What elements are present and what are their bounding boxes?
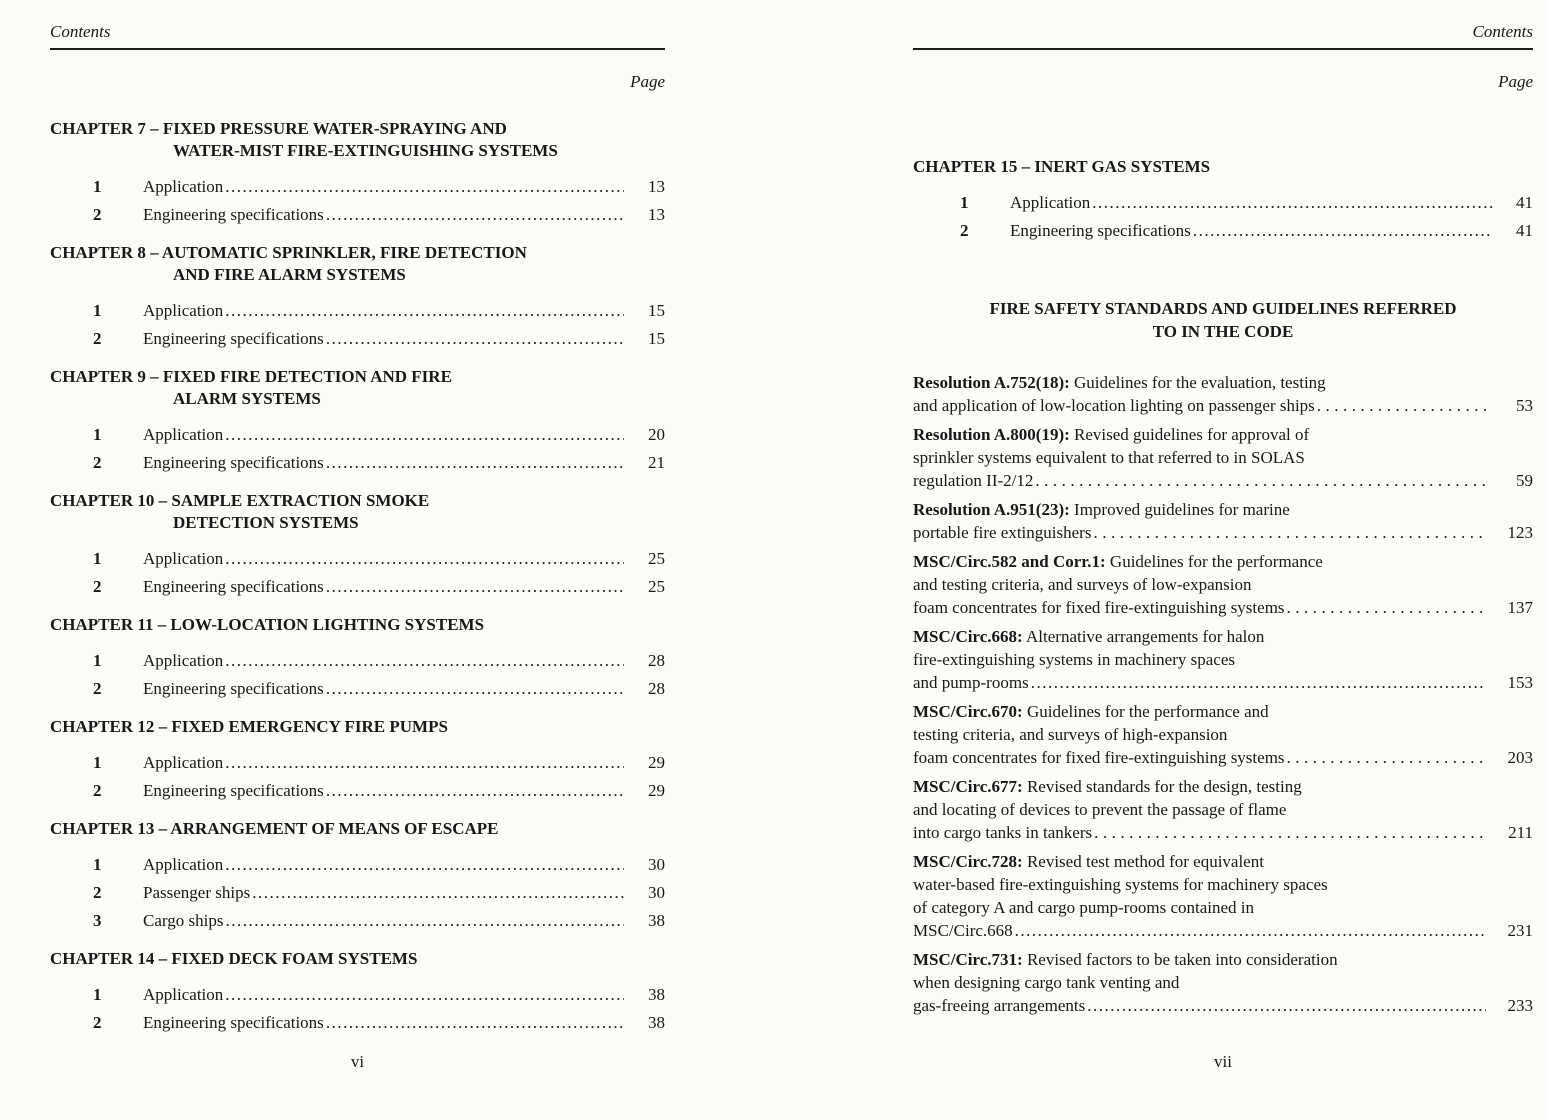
dot-leader (1015, 919, 1486, 942)
entry-label: Cargo ships (143, 911, 224, 930)
chapter-title: CHAPTER 8 – AUTOMATIC SPRINKLER, FIRE DETECTION (50, 243, 527, 262)
dot-leader (225, 421, 624, 449)
chapter-title: CHAPTER 12 – FIXED EMERGENCY FIRE PUMPS (50, 717, 448, 736)
standard-text: Revised guidelines for approval of (1074, 425, 1310, 444)
page-number: 137 (1507, 598, 1533, 617)
chapter-title-cont: ALARM SYSTEMS (173, 389, 321, 408)
toc-entry (50, 647, 665, 675)
running-head: Contents (50, 22, 111, 41)
entry-label: Application (143, 855, 224, 874)
toc-entry (50, 421, 665, 449)
standard-text: and testing criteria, and surveys of low-expansion (913, 575, 1252, 594)
dot-leader (225, 545, 624, 573)
chapter-7 (50, 118, 665, 229)
standard-text: gas-freeing arrangements (913, 996, 1086, 1015)
toc-entry (913, 217, 1533, 245)
standard-ref: Resolution A.800(19): (913, 425, 1070, 444)
entry-page: 30 (648, 855, 665, 874)
entry-label: Application (1010, 193, 1091, 212)
dot-leader (252, 879, 624, 907)
dot-leader (326, 777, 624, 805)
page-number: 53 (1516, 396, 1533, 415)
chapter-title-cont: WATER-MIST FIRE-EXTINGUISHING SYSTEMS (173, 141, 558, 160)
toc-entry (50, 201, 665, 229)
entry-number: 1 (93, 651, 102, 670)
entry-number: 1 (93, 855, 102, 874)
standard-text: Guidelines for the performance and (1026, 702, 1269, 721)
dot-leader (1035, 469, 1486, 492)
standard-text: Guidelines for the evaluation, testing (1074, 373, 1326, 392)
section-heading-line2: TO IN THE CODE (1152, 322, 1294, 341)
entry-number: 2 (93, 679, 102, 698)
dot-leader (1093, 521, 1486, 544)
dot-leader (225, 981, 624, 1009)
entry-page: 15 (648, 329, 665, 348)
toc-entry (50, 981, 665, 1009)
entry-number: 1 (960, 193, 969, 212)
standard-text: water-based fire-extinguishing systems for machinery spaces (913, 875, 1328, 894)
entry-label: Application (143, 651, 224, 670)
entry-page: 29 (648, 753, 665, 772)
dot-leader (326, 449, 624, 477)
chapter-title: CHAPTER 14 – FIXED DECK FOAM SYSTEMS (50, 949, 418, 968)
dot-leader (225, 647, 624, 675)
chapter-8 (50, 242, 665, 353)
dot-leader (225, 749, 624, 777)
entry-number: 1 (93, 985, 102, 1004)
chapter-title: CHAPTER 10 – SAMPLE EXTRACTION SMOKE (50, 491, 430, 510)
standard-text: sprinkler systems equivalent to that referred to in SOLAS (913, 448, 1305, 467)
entry-label: Application (143, 753, 224, 772)
chapter-13 (50, 818, 665, 935)
entry-number: 1 (93, 753, 102, 772)
standard-text: foam concentrates for fixed fire-extinguishing systems (913, 748, 1285, 767)
section-heading-line1: FIRE SAFETY STANDARDS AND GUIDELINES REFERRED (989, 299, 1457, 318)
entry-number: 2 (93, 883, 102, 902)
toc-entry (913, 189, 1533, 217)
entry-number: 2 (93, 781, 102, 800)
entry-label: Application (143, 425, 224, 444)
standard-entry (913, 775, 1533, 844)
entry-number: 2 (93, 205, 102, 224)
standard-ref: MSC/Circ.677: (913, 777, 1023, 796)
standard-text: portable fire extinguishers (913, 523, 1092, 542)
chapter-15 (913, 156, 1533, 245)
toc-entry (50, 449, 665, 477)
toc-entry (50, 1009, 665, 1037)
standard-entry (913, 850, 1533, 942)
entry-page: 13 (648, 177, 665, 196)
page-column-label: Page (630, 72, 665, 91)
standard-entry (913, 371, 1533, 417)
toc-entry (50, 749, 665, 777)
dot-leader (1031, 671, 1486, 694)
entry-number: 2 (93, 453, 102, 472)
standard-entry (913, 498, 1533, 544)
toc-entry (50, 297, 665, 325)
standard-text: Revised factors to be taken into consideration (1026, 950, 1338, 969)
entry-page: 38 (648, 911, 665, 930)
standard-entry (913, 700, 1533, 769)
dot-leader (1287, 596, 1486, 619)
chapter-9 (50, 366, 665, 477)
page-number: 153 (1507, 673, 1533, 692)
entry-page: 28 (648, 679, 665, 698)
dot-leader (225, 173, 624, 201)
dot-leader (1087, 994, 1486, 1017)
standard-text: regulation II-2/12 (913, 471, 1034, 490)
standard-entry (913, 625, 1533, 694)
dot-leader (1317, 394, 1486, 417)
chapter-title: CHAPTER 11 – LOW-LOCATION LIGHTING SYSTEMS (50, 615, 485, 634)
entry-page: 15 (648, 301, 665, 320)
dot-leader (225, 851, 624, 879)
toc-left (50, 118, 665, 1037)
chapter-12 (50, 716, 665, 805)
entry-number: 1 (93, 425, 102, 444)
entry-label: Application (143, 985, 224, 1004)
entry-label: Engineering specifications (143, 329, 324, 348)
page-column-label: Page (1498, 72, 1533, 91)
entry-label: Engineering specifications (143, 577, 324, 596)
entry-number: 1 (93, 301, 102, 320)
header-rule (50, 48, 665, 50)
entry-number: 1 (93, 549, 102, 568)
toc-entry (50, 545, 665, 573)
chapter-title-cont: AND FIRE ALARM SYSTEMS (173, 265, 406, 284)
dot-leader (326, 1009, 624, 1037)
toc-right (913, 156, 1533, 245)
header-rule (913, 48, 1533, 50)
entry-label: Engineering specifications (143, 205, 324, 224)
standard-text: fire-extinguishing systems in machinery spaces (913, 650, 1235, 669)
toc-entry (50, 675, 665, 703)
toc-entry (50, 325, 665, 353)
chapter-title: CHAPTER 13 – ARRANGEMENT OF MEANS OF ESCAPE (50, 819, 499, 838)
standard-entry (913, 423, 1533, 492)
page-number: 59 (1516, 471, 1533, 490)
standard-text: and locating of devices to prevent the passage of flame (913, 800, 1287, 819)
entry-page: 21 (648, 453, 665, 472)
standard-text: of category A and cargo pump-rooms contained in (913, 898, 1255, 917)
entry-number: 2 (93, 1013, 102, 1032)
entry-label: Engineering specifications (143, 781, 324, 800)
entry-label: Engineering specifications (143, 1013, 324, 1032)
standard-text: MSC/Circ.668 (913, 921, 1013, 940)
entry-page: 25 (648, 577, 665, 596)
dot-leader (1094, 821, 1486, 844)
dot-leader (1092, 189, 1492, 217)
standard-text: Revised standards for the design, testing (1026, 777, 1302, 796)
entry-label: Application (143, 301, 224, 320)
folio-left: vi (350, 1052, 365, 1071)
toc-entry (50, 777, 665, 805)
standard-text: Improved guidelines for marine (1074, 500, 1290, 519)
chapter-11 (50, 614, 665, 703)
entry-label: Engineering specifications (143, 453, 324, 472)
toc-entry (50, 907, 665, 935)
entry-page: 25 (648, 549, 665, 568)
chapter-10 (50, 490, 665, 601)
standard-ref: MSC/Circ.731: (913, 950, 1023, 969)
entry-label: Engineering specifications (143, 679, 324, 698)
page-number: 211 (1508, 823, 1533, 842)
standard-ref: MSC/Circ.728: (913, 852, 1023, 871)
entry-page: 38 (648, 985, 665, 1004)
entry-label: Application (143, 177, 224, 196)
entry-page: 41 (1516, 193, 1533, 212)
entry-label: Passenger ships (143, 883, 251, 902)
toc-entry (50, 879, 665, 907)
page-number: 123 (1507, 523, 1533, 542)
standard-ref: Resolution A.752(18): (913, 373, 1070, 392)
chapter-title: CHAPTER 7 – FIXED PRESSURE WATER-SPRAYING AND (50, 119, 507, 138)
entry-page: 41 (1516, 221, 1533, 240)
right-page (913, 22, 1533, 1023)
entry-page: 28 (648, 651, 665, 670)
standard-ref: MSC/Circ.670: (913, 702, 1023, 721)
chapter-14 (50, 948, 665, 1037)
standard-text: Guidelines for the performance (1109, 552, 1323, 571)
entry-number: 2 (93, 577, 102, 596)
standard-text: into cargo tanks in tankers (913, 823, 1093, 842)
standard-text: foam concentrates for fixed fire-extinguishing systems (913, 598, 1285, 617)
dot-leader (326, 573, 624, 601)
standards-list (913, 371, 1533, 1017)
standard-text: Revised test method for equivalent (1026, 852, 1264, 871)
entry-page: 20 (648, 425, 665, 444)
standard-text: Alternative arrangements for halon (1026, 627, 1265, 646)
folio-right: vii (1214, 1052, 1232, 1071)
standard-text: testing criteria, and surveys of high-expansion (913, 725, 1228, 744)
dot-leader (1193, 217, 1492, 245)
standard-text: when designing cargo tank venting and (913, 973, 1180, 992)
page-number: 231 (1507, 921, 1533, 940)
standard-ref: Resolution A.951(23): (913, 500, 1070, 519)
dot-leader (225, 907, 624, 935)
page-number: 203 (1507, 748, 1533, 767)
left-page (50, 22, 665, 1050)
standard-text: and application of low-location lighting on passenger ships (913, 396, 1315, 415)
entry-page: 13 (648, 205, 665, 224)
entry-page: 29 (648, 781, 665, 800)
standard-entry (913, 948, 1533, 1017)
standard-text: and pump-rooms (913, 673, 1029, 692)
entry-page: 30 (648, 883, 665, 902)
chapter-title-cont: DETECTION SYSTEMS (173, 513, 359, 532)
dot-leader (1287, 746, 1486, 769)
chapter-title: CHAPTER 15 – INERT GAS SYSTEMS (913, 157, 1211, 176)
entry-number: 2 (93, 329, 102, 348)
toc-entry (50, 573, 665, 601)
page-number: 233 (1507, 996, 1533, 1015)
entry-label: Application (143, 549, 224, 568)
entry-number: 1 (93, 177, 102, 196)
standard-ref: MSC/Circ.668: (913, 627, 1023, 646)
standard-entry (913, 550, 1533, 619)
dot-leader (326, 325, 624, 353)
entry-number: 3 (93, 911, 102, 930)
section-heading (913, 297, 1533, 343)
entry-number: 2 (960, 221, 969, 240)
standard-ref: MSC/Circ.582 and Corr.1: (913, 552, 1106, 571)
toc-entry (50, 851, 665, 879)
chapter-title: CHAPTER 9 – FIXED FIRE DETECTION AND FIRE (50, 367, 452, 386)
entry-page: 38 (648, 1013, 665, 1032)
dot-leader (225, 297, 624, 325)
running-head: Contents (1472, 22, 1533, 41)
dot-leader (326, 675, 624, 703)
entry-label: Engineering specifications (1010, 221, 1191, 240)
dot-leader (326, 201, 624, 229)
toc-entry (50, 173, 665, 201)
